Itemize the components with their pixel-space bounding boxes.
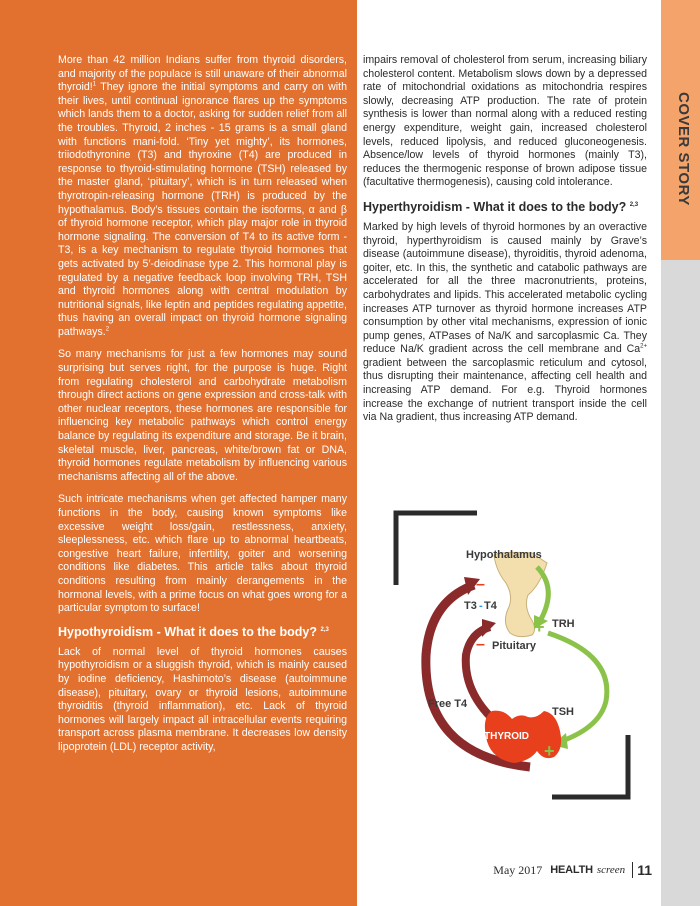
footer-divider (632, 862, 633, 878)
trh-label: TRH (552, 618, 575, 630)
minus-sign-top: – (476, 576, 485, 593)
side-gray-strip (661, 260, 700, 906)
hypothyroidism-heading: Hypothyroidism - What it does to the body? $^{2,3}$ (58, 624, 329, 639)
hypothyroidism-paragraph: Lack of normal level of thyroid hormones causes hypothyroidism or a sluggish thyroid, which is mainly caused by iodine deficiency, Hashimoto’s disease (autoimmune disease), pituitary, ovary or thyroid lesions, autoimmune thyroiditis (thyroid inflammation), etc. Lack of thyroid hormones will largely impact all intracellular events requiring transport across plasma membrane. It decreases low density lipoprotein (LDL) receptor activity, (58, 645, 347, 753)
plus-sign-trh: + (534, 617, 545, 637)
brand-name-script: screen (596, 864, 626, 876)
thyroid-label: THYROID (484, 731, 529, 742)
page-number: 11 (637, 862, 652, 878)
t4-label: T4 (484, 600, 497, 612)
hyperthyroidism-paragraph: Marked by high levels of thyroid hormones by an overactive thyroid, hyperthyroidism is caused mainly by Grave’s disease (autoimmune disease), thyroiditis, thyroid adenoma, goiter, etc. In this, the synthetic and catabolic pathways are accelerated for all the three macronutrients, proteins, carbohydrates and lipids. This accelerated metabolic cycling increases ATP turnover as thyroid hormone increases ATP consumption by other vital mechanisms, expression of ionic pump genes, ATPases of Na/K and sarcoplasmic Ca. They reduce Na/K gradient across the cell membrane and $Ca^{2+}$ gradient between the sarcoplasmic reticulum and cytosol, thus disrupting their maintenance, affecting cell health and increasing ATP demand. For e.g. Thyroid hormones increase the exchange of nutrient transport inside the cell via Na gradient, thus increasing ATP demand. (363, 220, 647, 424)
feedback-arrowhead-inner (482, 619, 496, 637)
mechanisms-paragraph: So many mechanisms for just a few hormones may sound surprising but serves right, for the purpose is huge. Right from regulating cholesterol and carbohydrate metabolism through direct actions on gene expression and cross-talk with other nuclear receptors, these hormones are responsible for influencing key metabolic pathways which control energy balance by regulating its expenditure and storage. Be it brain, skeletal muscle, liver, pancreas, white/brown fat or DNA, thyroid hormones regulate metabolism by influencing various mechanisms affecting all of the above. (58, 348, 347, 483)
thyroid-feedback-diagram (382, 505, 642, 805)
hypothalamus-label: Hypothalamus (466, 549, 542, 561)
issue-date: May 2017 (493, 862, 543, 877)
tsh-label: TSH (552, 706, 574, 718)
right-column (363, 54, 647, 434)
brand-name: HEALTH (550, 864, 593, 876)
free-t4-label: Free T4 (428, 698, 468, 710)
continuation-paragraph: impairs removal of cholesterol from serum, increasing biliary cholesterol content. Metabolism slows down by a depressed rate of mitochondrial oxidations as mitochondria respires slowly, decreasing ATP production. The rate of protein synthesis is lower than normal along with a reduced resting energy expenditure, weight gain, increased cholesterol levels, reduced lipolysis, and reduced gluconeogenesis. Absence/low levels of thyroid hormones (mainly T3), reduces the thermogenic response of brown adipose tissue (facultative thermogenesis), causing cold intolerance. (363, 54, 647, 189)
pituitary-label: Pituitary (492, 640, 537, 652)
intro-paragraph: More than 42 million Indians suffer from thyroid disorders, and majority of the populace is still unaware of their abnormal thyroid!$^1$ They ignore the initial symptoms and carry on with their lives, until continual ignorance flares up the symptoms which lands them to a doctor, asking for sudden relief from all the troubles. Thyroid, 2 inches - 15 grams is a small gland with functions mani-fold. ‘Tiny yet mighty’, its hormones, triiodothyronine (T3) and thyroxine (T4) are produced in response to thyroid-stimulating hormone (TSH) released by the master gland, ‘pituitary’, which is in turn released when thyrotropin-releasing hormone (TRH) is produced by the hypothalamus. Body’s tissues contain the isoforms, α and β of thyroid hormone receptor, which play major role in thyroid hormone signaling. The conversion of T4 to its active form - T3, is a key mechanism to regulate thyroid hormones that gets activated by 5′-deiodinase type 2. This hormonal play is regulated by a negative feedback loop involving TRH, TSH and thyroid hormones along with central modulation by nutritional signals, like leptin and peptides regulating appetite, thus having an overall impact on thyroid hormone signaling pathways.$^2$ (58, 54, 347, 338)
plus-sign-tsh: + (544, 741, 555, 761)
cover-story-label: COVER STORY (675, 92, 692, 206)
t3-t4-dash: - (479, 600, 483, 612)
t3-label: T3 (464, 600, 477, 612)
frame-top-left (396, 513, 477, 585)
page-footer (493, 862, 652, 878)
hyperthyroidism-heading: Hyperthyroidism - What it does to the body? $^{2,3}$ (363, 199, 639, 214)
minus-sign-pituitary: – (476, 636, 485, 653)
symptoms-paragraph: Such intricate mechanisms when get affected hamper many functions in the body, causing known symptoms like excessive weight loss/gain, restlessness, anxiety, sleeplessness, etc. which flare up to abnormal heartbeats, congestive heart failure, infertility, goiter and worsening conditions like diabetes. This article talks about thyroid conditions resulting from mainly derangements in the hormonal levels, with a prime focus on what goes wrong for a particular symptom to surface! (58, 493, 347, 615)
